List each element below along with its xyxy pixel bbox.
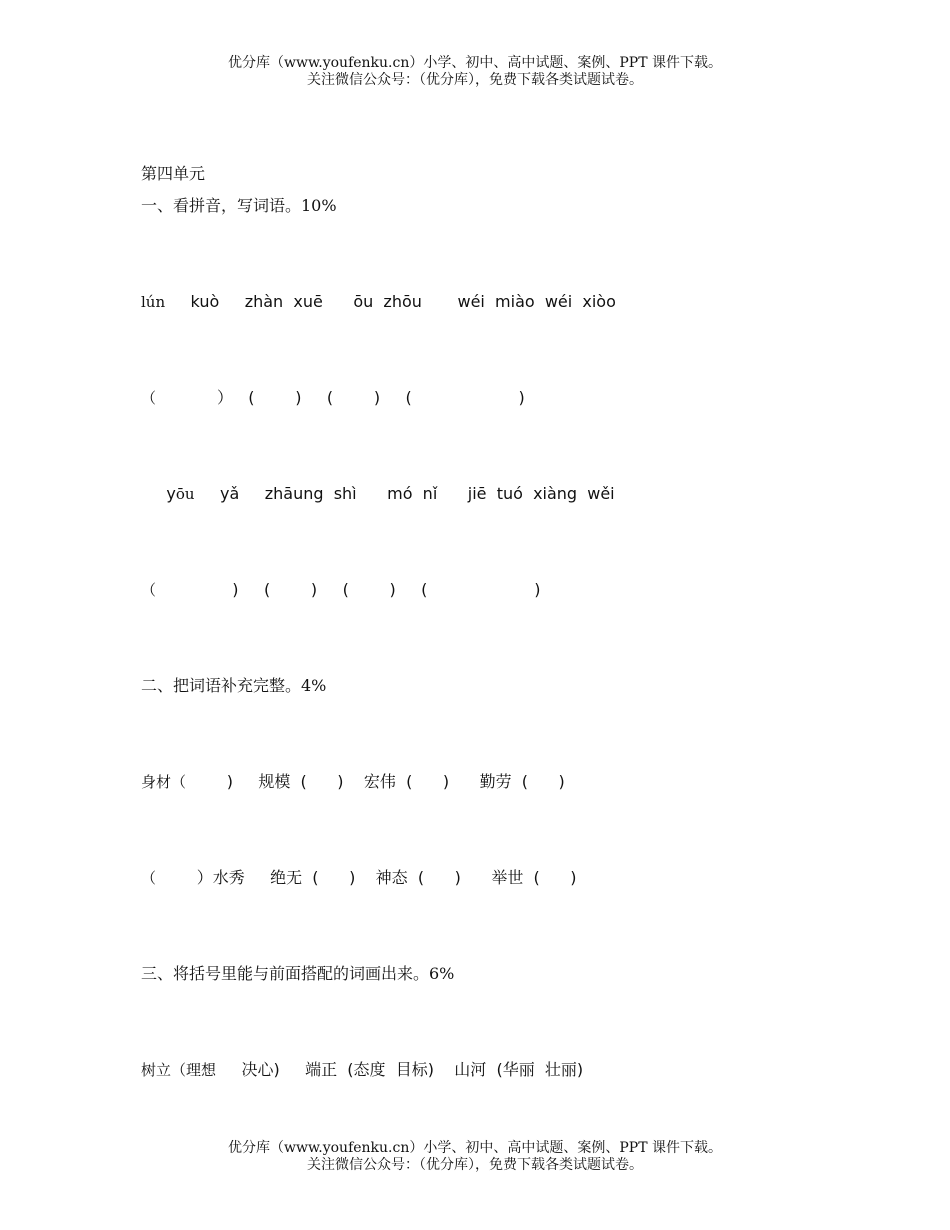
pinyin-row-2 (141, 484, 615, 504)
word-completion-row-1 (141, 772, 565, 792)
header-line-1: 优分库（www.youfenku.cn）小学、初中、高中试题、案例、PPT 课件下载。 (227, 55, 722, 71)
page-header (0, 55, 950, 89)
blanks-row-1-lead: （ (141, 389, 157, 407)
answer-blanks-row-1 (141, 388, 525, 408)
blanks-row-2-lead: （ (141, 581, 157, 599)
pinyin-row-1 (141, 292, 616, 312)
pinyin-row-2-pre: y (141, 484, 176, 503)
unit-title: 第四单元 (141, 164, 206, 183)
pinyin-row-1-rest: kuò zhàn xuē ōu zhōu wéi miào wéi xiòo (165, 292, 616, 311)
footer-line-1: 优分库（www.youfenku.cn）小学、初中、高中试题、案例、PPT 课件下载。 (227, 1140, 722, 1156)
section-3-title: 三、将括号里能与前面搭配的词画出来。6% (141, 964, 455, 983)
completion-row-1-rest: ) 规模 ( ) 宏伟 ( ) 勤劳 ( ) (186, 772, 565, 791)
blanks-row-1-rest: ） ( ) ( ) ( ) (156, 388, 525, 407)
matching-row-1 (141, 1060, 583, 1080)
completion-row-2-lead: （ (141, 869, 157, 887)
blanks-row-2-rest: ) ( ) ( ) ( ) (156, 580, 541, 599)
section-1-title: 一、看拼音，写词语。10% (141, 196, 337, 215)
completion-row-1-lead: 身材（ (141, 773, 187, 791)
word-completion-row-2 (141, 868, 577, 888)
footer-line-2: 关注微信公众号：（优分库），免费下载各类试题试卷。 (307, 1157, 643, 1173)
matching-row-1-lead: 树立（理想 (141, 1061, 217, 1079)
pinyin-row-2-lead: ōu (175, 485, 195, 503)
pinyin-row-1-lead: lún (141, 293, 166, 311)
matching-row-1-rest: 决心) 端正 (态度 目标) 山河 (华丽 壮丽) (216, 1060, 584, 1079)
page-footer (0, 1140, 950, 1174)
header-line-2: 关注微信公众号：（优分库），免费下载各类试题试卷。 (307, 72, 643, 88)
completion-row-2-rest: ）水秀 绝无 ( ) 神态 ( ) 举世 ( ) (156, 868, 577, 887)
answer-blanks-row-2 (141, 580, 540, 600)
section-2-title: 二、把词语补充完整。4% (141, 676, 327, 695)
pinyin-row-2-rest: yǎ zhāung shì mó nǐ jiē tuó xiàng wěi (194, 484, 615, 503)
